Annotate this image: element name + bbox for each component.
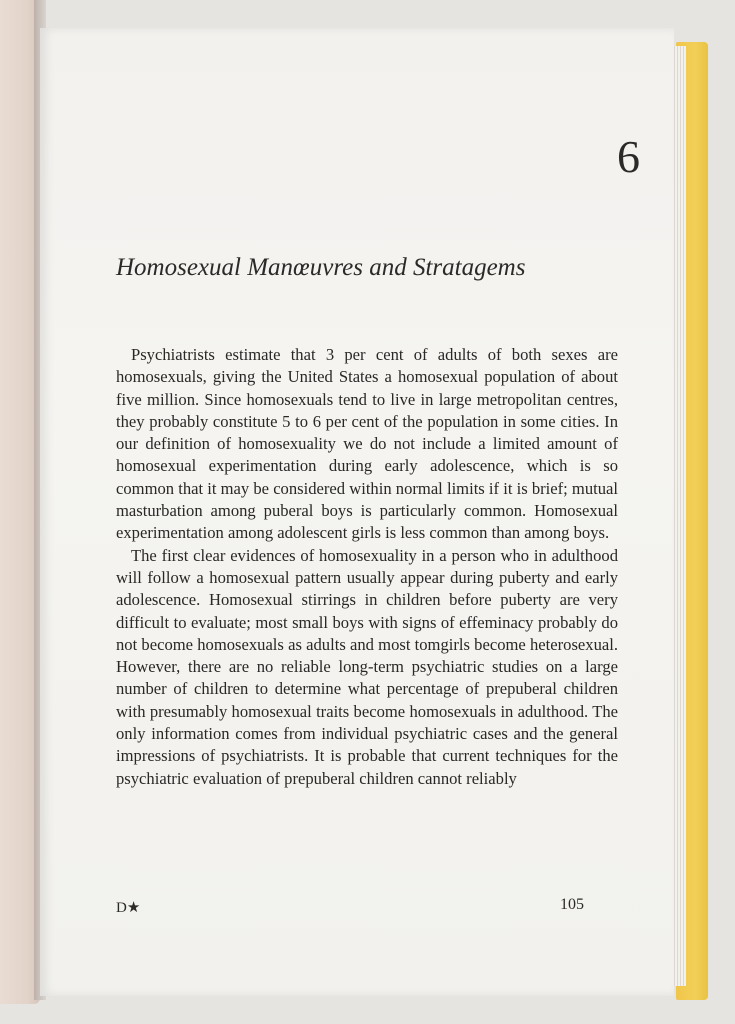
page-number: 105 [560, 896, 584, 913]
chapter-number: 6 [617, 131, 640, 182]
body-text [116, 344, 618, 790]
signature-mark: D★ [116, 900, 141, 916]
chapter-title: Homosexual Manœuvres and Stratagems [116, 254, 526, 281]
book-page [40, 28, 674, 996]
paragraph: The first clear evidences of homosexuality in a person who in adulthood will follow a homosexual pattern usually appear during puberty and early adolescence. Homosexual stirrings in children before puberty are very difficult to evaluate; most small boys with signs of effeminacy probably do not become homosexuals as adults and most tomgirls become heterosexual. However, there are no reliable long-term psychiatric studies on a large number of children to determine what percentage of prepuberal children with presumably homosexual traits become homosexuals in adulthood. The only information comes from individual psychiatric cases and the general impressions of psychiatrists. It is probable that current techniques for the psychiatric evaluation of prepuberal children cannot reliably [116, 545, 618, 788]
paragraph: Psychiatrists estimate that 3 per cent of adults of both sexes are homosexuals, giving the United States a homosexual population of about five million. Since homosexuals tend to live in large metropolitan centres, they probably constitute 5 to 6 per cent of the population in some cities. In our definition of homosexuality we do not include a limited amount of homosexual experimentation during early adolescence, which is so common that it may be considered within normal limits if it is brief; mutual masturbation among puberal boys is particularly common. Homosexual experimentation among adolescent girls is less common than among boys. [116, 345, 618, 543]
